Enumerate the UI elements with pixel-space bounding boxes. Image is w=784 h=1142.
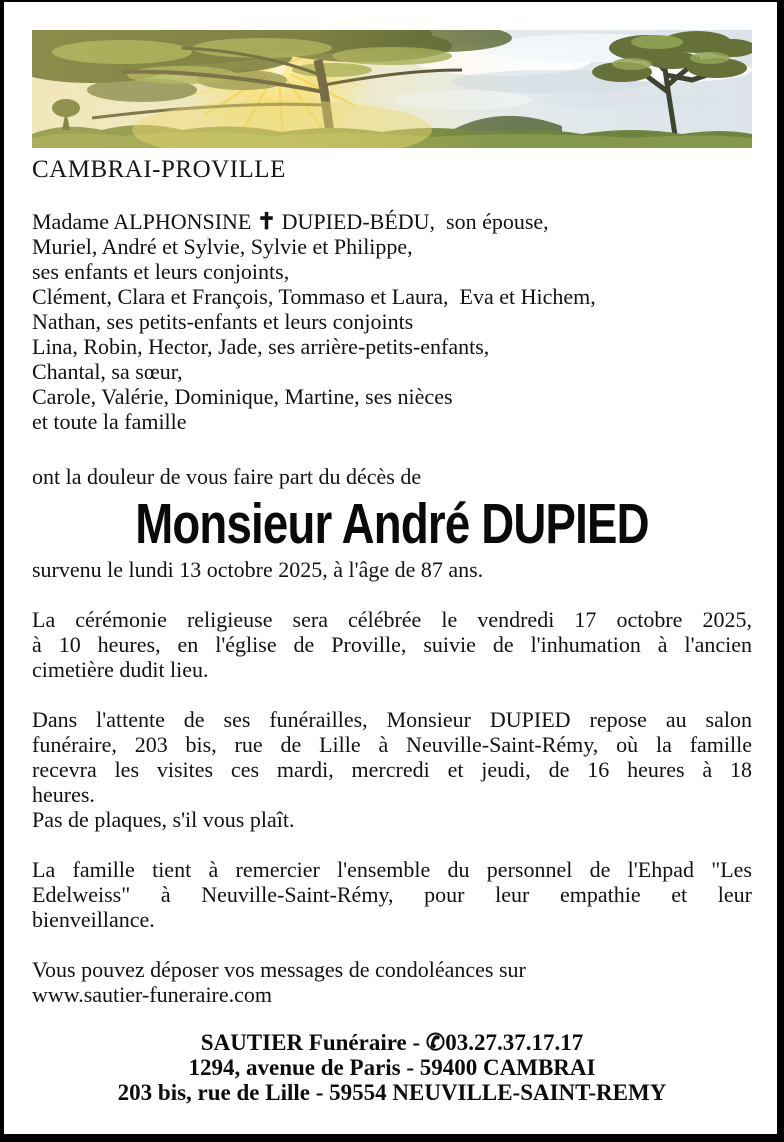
phone-icon: ✆ xyxy=(425,1030,446,1055)
page-content xyxy=(4,2,777,1105)
deceased-name-text: Monsieur André DUPIED xyxy=(135,492,649,556)
thanks-line: bienveillance. xyxy=(32,907,155,932)
death-date-line: survenu le lundi 13 octobre 2025, à l'âge de 87 ans. xyxy=(32,557,484,582)
family-list xyxy=(32,209,752,434)
spouse-prefix: Madame ALPHONSINE xyxy=(32,209,257,234)
repose-line: recevra les visites ces mardi, mercredi et jeudi, de 16 heures à 18 xyxy=(32,757,752,782)
ceremony-line: cimetière dudit lieu. xyxy=(32,657,209,682)
header-photo-sunburst-trees xyxy=(32,30,752,148)
ceremony-paragraph xyxy=(32,607,752,682)
sunburst-trees-illustration xyxy=(32,30,752,148)
condolences-block xyxy=(32,957,752,1007)
family-line: ses enfants et leurs conjoints, xyxy=(32,259,290,284)
repose-line: Dans l'attente de ses funérailles, Monsieur DUPIED repose au salon xyxy=(32,707,752,732)
family-line: et toute la famille xyxy=(32,409,187,434)
thanks-line: La famille tient à remercier l'ensemble du personnel de l'Ehpad "Les xyxy=(32,857,752,882)
condolences-line: Vous pouvez déposer vos messages de condoléances sur xyxy=(32,957,526,982)
cross-icon: ✝ xyxy=(256,208,277,234)
region-title: CAMBRAI-PROVILLE xyxy=(32,156,286,183)
ceremony-line: à 10 heures, en l'église de Proville, suivie de l'inhumation à l'ancien xyxy=(32,632,752,657)
announcement-line: ont la douleur de vous faire part du décès de xyxy=(32,464,422,489)
deceased-name xyxy=(32,493,752,555)
thanks-paragraph xyxy=(32,857,752,932)
funeral-home-name: SAUTIER Funéraire - xyxy=(200,1030,426,1055)
funeral-home-name-phone xyxy=(32,1030,752,1055)
condolences-website: www.sautier-funeraire.com xyxy=(32,982,273,1007)
family-line: Clément, Clara et François, Tommaso et Laura, Eva et Hichem, xyxy=(32,284,596,309)
funeral-home-footer xyxy=(32,1030,752,1105)
funeral-home-address-cambrai: 1294, avenue de Paris - 59400 CAMBRAI xyxy=(188,1055,596,1080)
family-line: Muriel, André et Sylvie, Sylvie et Philippe, xyxy=(32,234,413,259)
spouse-suffix: DUPIED-BÉDU, son épouse, xyxy=(276,209,549,234)
family-line-spouse xyxy=(32,209,752,234)
repose-line: heures. xyxy=(32,782,95,807)
repose-paragraph xyxy=(32,707,752,832)
ceremony-line: La cérémonie religieuse sera célébrée le vendredi 17 octobre 2025, xyxy=(32,607,752,632)
obituary-page xyxy=(4,2,777,1134)
no-plaques-line: Pas de plaques, s'il vous plaît. xyxy=(32,807,295,832)
funeral-home-phone: 03.27.37.17.17 xyxy=(445,1030,584,1055)
family-line: Carole, Valérie, Dominique, Martine, ses nièces xyxy=(32,384,453,409)
repose-line: funéraire, 203 bis, rue de Lille à Neuville-Saint-Rémy, où la famille xyxy=(32,732,752,757)
family-line: Nathan, ses petits-enfants et leurs conjoints xyxy=(32,309,414,334)
family-line: Lina, Robin, Hector, Jade, ses arrière-petits-enfants, xyxy=(32,334,490,359)
thanks-line: Edelweiss" à Neuville-Saint-Rémy, pour leur empathie et leur xyxy=(32,882,752,907)
family-line: Chantal, sa sœur, xyxy=(32,359,183,384)
funeral-home-address-neuville: 203 bis, rue de Lille - 59554 NEUVILLE-SAINT-REMY xyxy=(117,1080,667,1105)
